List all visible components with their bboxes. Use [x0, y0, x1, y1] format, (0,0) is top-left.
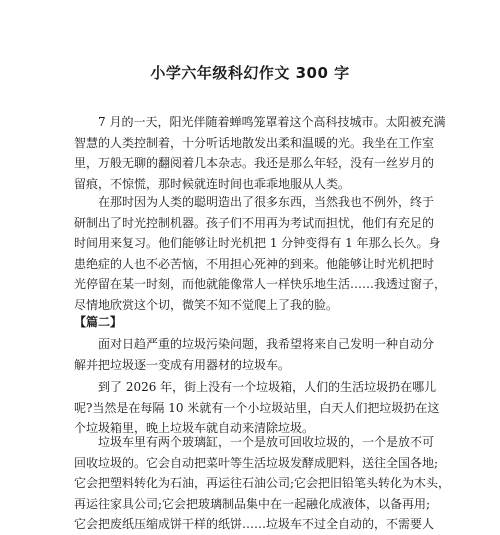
paragraph-line: 面对日趋严重的垃圾污染问题，我希望将来自己发明一种自动分 — [74, 337, 435, 351]
paragraph-line: 留痕，不惊慌，那时候就连时间也乖乖地服从人类。 — [74, 176, 351, 191]
paragraph-line: 在那时因为人类的聪明造出了很多东西，当然我也不例外，终于 — [74, 195, 435, 209]
paragraph-line: 时间用来复习。他们能够让时光机把 1 分钟变得有 1 年那么长久。身 — [74, 236, 441, 250]
paragraph-line: 解并把垃圾逐一变成有用器材的垃圾车。 — [74, 357, 291, 372]
paragraph-line: 光停留在某一时刻，而他就能像常人一样快乐地生活……我透过窗子， — [74, 277, 447, 291]
paragraph-line: 智慧的人类控制着，十分听话地散发出柔和温暖的光。我坐在工作室 — [74, 135, 435, 150]
paragraph-line: 再运往家具公司;它会把玻璃制品集中在一起融化成液体，以备再用; — [74, 496, 431, 511]
paragraph-line: 里，万般无聊的翻阅着几本杂志。我还是那么年轻，没有一丝岁月的 — [74, 156, 435, 170]
paragraph-2 — [74, 192, 447, 315]
section-label: 【篇二】 — [74, 315, 123, 329]
paragraph-line: 到了 2026 年，街上没有一个垃圾箱，人们的生活垃圾扔在哪儿 — [74, 380, 437, 394]
paragraph-line: 个垃圾箱里，晚上垃圾车就自动来清除垃圾。 — [74, 421, 315, 435]
paragraph-line: 呢?当然是在每隔 10 米就有一个小垃圾站里，白天人们把垃圾扔在这 — [74, 400, 440, 415]
paragraph-line: 它会把塑料转化为石油，再运往石油公司;它会把旧铅笔头转化为木头， — [74, 476, 451, 490]
paragraph-4 — [74, 377, 440, 439]
paragraph-1 — [74, 112, 446, 194]
paragraph-line: 患绝症的人也不必苦恼，不用担心死神的到来。他能够让时光机把时 — [74, 256, 435, 271]
paragraph-3 — [74, 334, 434, 375]
paragraph-line: 回收垃圾的。它会自动把菜叶等生活垃圾发酵成肥料，送往全国各地; — [74, 455, 439, 470]
paragraph-line: 它会把废纸压缩成饼干样的纸饼……垃圾车不过全自动的，不需要人 — [74, 517, 435, 531]
paragraph-5 — [74, 432, 451, 535]
paragraph-line: 垃圾车里有两个玻璃缸，一个是放可回收垃圾的，一个是放不可 — [74, 435, 435, 449]
document-title: 小学六年级科幻作文 300 字 — [150, 64, 350, 82]
paragraph-line: 7 月的一天，阳光伴随着蝉鸣笼罩着这个高科技城市。太阳被充满 — [74, 115, 446, 129]
paragraph-line: 尽情地欣赏这个切，微笑不知不觉爬上了我的脸。 — [74, 297, 339, 312]
paragraph-line: 研制出了时光控制机器。孩子们不用再为考试而担忧，他们有充足的 — [74, 215, 435, 230]
